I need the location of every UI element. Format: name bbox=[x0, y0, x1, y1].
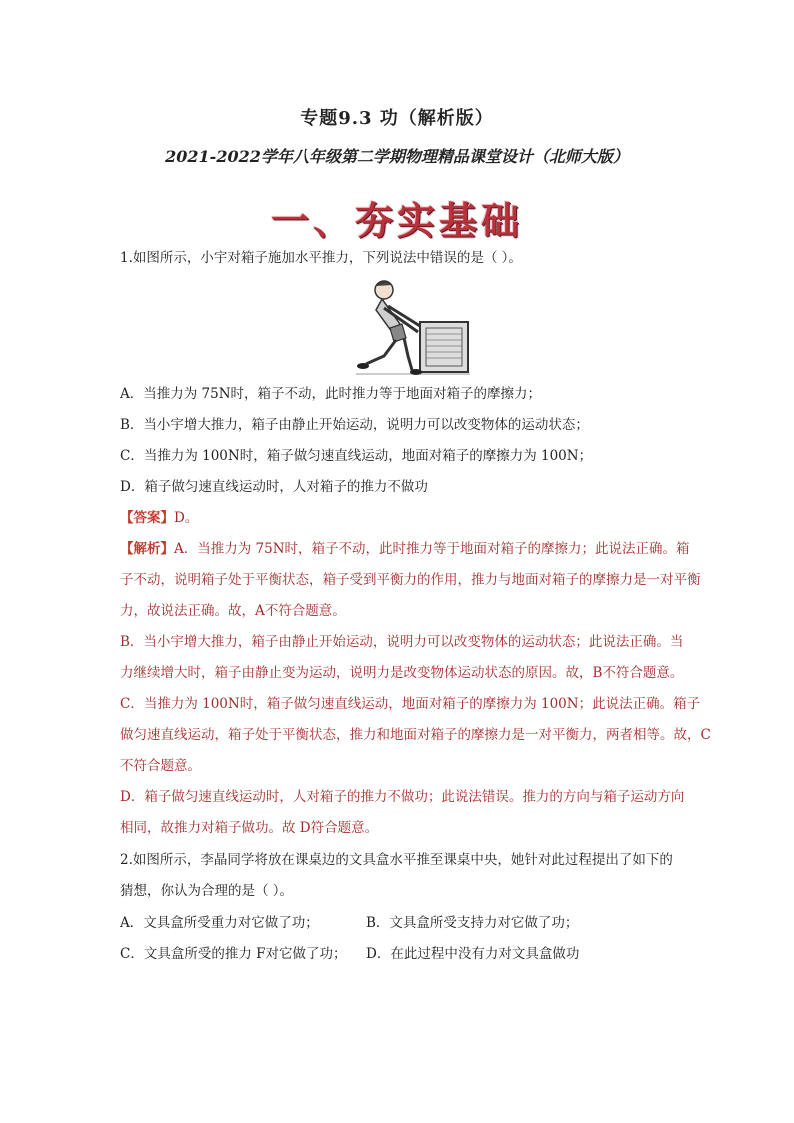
section-heading: 一、夯实基础 bbox=[270, 198, 523, 243]
q1-analysis-line-7: 做匀速直线运动，箱子处于平衡状态，推力和地面对箱子的摩擦力是一对平衡力，两者相等。故，C bbox=[120, 727, 711, 743]
q1-stem: 1.如图所示，小宇对箱子施加水平推力，下列说法中错误的是（ ）。 bbox=[120, 250, 522, 266]
q1-option-a: A．当推力为 75N时，箱子不动，此时推力等于地面对箱子的摩擦力； bbox=[120, 386, 542, 402]
q1-analysis-line-6: C．当推力为 100N时，箱子做匀速直线运动，地面对箱子的摩擦力为 100N；此说法正确。箱子 bbox=[120, 696, 701, 712]
q2-stem-line-1: 2.如图所示，李晶同学将放在课桌边的文具盒水平推至课桌中央，她针对此过程提出了如下的 bbox=[120, 852, 673, 868]
q1-option-c: C．当推力为 100N时，箱子做匀速直线运动，地面对箱子的摩擦力为 100N； bbox=[120, 448, 593, 464]
answer-value: D。 bbox=[174, 510, 199, 526]
q1-analysis-line-3: 力，故说法正确。故，A不符合题意。 bbox=[120, 603, 346, 619]
q2-option-b: B．文具盒所受支持力对它做了功； bbox=[366, 915, 579, 931]
document-title: 专题9.3 功（解析版） bbox=[300, 108, 494, 129]
q1-answer bbox=[120, 508, 198, 528]
q1-analysis-line-5: 力继续增大时，箱子由静止变为运动，说明力是改变物体运动状态的原因。故，B不符合题意。 bbox=[120, 665, 684, 681]
q2-stem-line-2: 猜想，你认为合理的是（ ）。 bbox=[120, 883, 294, 899]
q2-option-c: C．文具盒所受的推力 F对它做了功； bbox=[120, 946, 347, 962]
analysis-tag: 【解析】 bbox=[120, 541, 174, 557]
q1-option-b: B．当小宇增大推力，箱子由静止开始运动，说明力可以改变物体的运动状态； bbox=[120, 417, 589, 433]
answer-tag: 【答案】 bbox=[120, 510, 174, 526]
q2-option-d: D．在此过程中没有力对文具盒做功 bbox=[366, 946, 580, 962]
q1-option-d: D．箱子做匀速直线运动时，人对箱子的推力不做功 bbox=[120, 479, 428, 495]
q1-analysis-line-9: D．箱子做匀速直线运动时，人对箱子的推力不做功；此说法错误。推力的方向与箱子运动方向 bbox=[120, 789, 685, 805]
q1-analysis-line-1: 【解析】A．当推力为 75N时，箱子不动，此时推力等于地面对箱子的摩擦力；此说法正确。箱 bbox=[120, 541, 690, 557]
q1-analysis-line-10: 相同，故推力对箱子做功。故 D符合题意。 bbox=[120, 820, 379, 836]
boy-pushing-box-illustration bbox=[354, 276, 472, 378]
q1-analysis-line-2: 子不动，说明箱子处于平衡状态，箱子受到平衡力的作用，推力与地面对箱子的摩擦力是一对平衡 bbox=[120, 572, 701, 588]
document-subtitle: 2021-2022学年八年级第二学期物理精品课堂设计（北师大版） bbox=[165, 147, 629, 166]
q1-analysis-line-4: B．当小宇增大推力，箱子由静止开始运动，说明力可以改变物体的运动状态；此说法正确。当 bbox=[120, 634, 684, 650]
q2-option-a: A．文具盒所受重力对它做了功； bbox=[120, 915, 319, 931]
q1-analysis-line-8: 不符合题意。 bbox=[120, 758, 201, 774]
